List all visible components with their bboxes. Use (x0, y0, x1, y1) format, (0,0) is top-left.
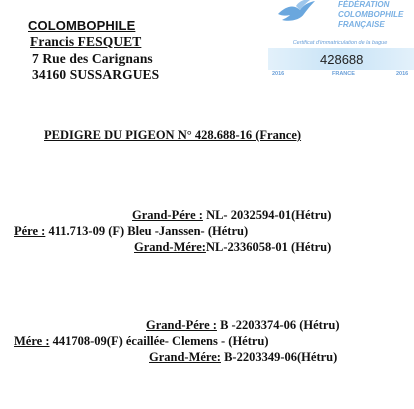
father-grandfather-label: Grand-Pére : (132, 208, 203, 222)
cert-caption: Certificat d'immatriculation de la bague (292, 40, 388, 46)
cert-year-right: 2016 (396, 71, 409, 77)
mother-row (14, 334, 269, 349)
cert-org-line1: FÉDÉRATION (338, 0, 390, 9)
father-row (14, 224, 248, 239)
mother-grandfather-label: Grand-Pére : (146, 318, 217, 332)
owner-city: 34160 SUSSARGUES (32, 67, 160, 82)
mother-grandmother-value: B-2203349-06(Hétru) (220, 350, 338, 364)
cert-year-left: 2016 (272, 71, 285, 77)
cert-country: FRANCE (332, 71, 355, 77)
father-grandmother-label: Grand-Mére: (134, 240, 206, 254)
cert-org-line3: FRANÇAISE (338, 20, 385, 29)
mother-grandfather-value: B -2203374-06 (Hétru) (216, 318, 340, 332)
father-grandmother-value: NL-2336058-01 (Hétru) (205, 240, 332, 254)
pedigree-heading: PEDIGRE DU PIGEON N° 428.688-16 (France) (44, 128, 302, 142)
mother-value: 441708-09(F) écaillée- Clemens - (Hétru) (49, 334, 269, 348)
dove-icon (276, 0, 316, 26)
owner-name: Francis FESQUET (30, 34, 142, 49)
owner-title: COLOMBOPHILE (28, 18, 136, 33)
ring-number: 428688 (320, 52, 364, 67)
father-label: Pére : (14, 224, 46, 238)
father-grandfather-row (132, 208, 331, 223)
mother-grandmother-row (149, 350, 337, 365)
owner-street: 7 Rue des Carignans (32, 51, 153, 66)
mother-label: Mére : (14, 334, 50, 348)
cert-org-line2: COLOMBOPHILE (338, 10, 404, 19)
mother-grandmother-label: Grand-Mére: (149, 350, 221, 364)
father-grandmother-row (134, 240, 331, 255)
ring-certificate (260, 0, 414, 80)
father-grandfather-value: NL- 2032594-01(Hétru) (202, 208, 332, 222)
father-value: 411.713-09 (F) Bleu -Janssen- (Hétru) (45, 224, 249, 238)
mother-grandfather-row (146, 318, 339, 333)
